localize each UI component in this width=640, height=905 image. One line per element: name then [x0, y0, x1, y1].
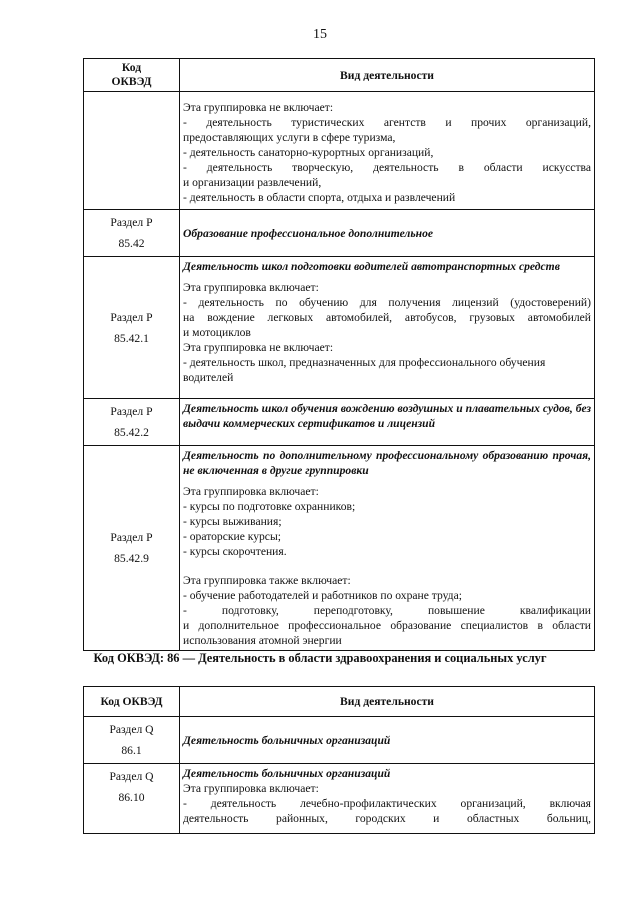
list-item: - ораторские курсы; — [183, 530, 281, 543]
list-item: - курсы выживания; — [183, 515, 282, 528]
activity-cell: Деятельность школ подготовки водителей автотранспортных средств Эта группировка включает: - деятельность по обучению для получения лицензий (удостоверений) на вождение легковых автомобилей, автобусов, грузовых автомобилей и мотоциклов Эта группировка не включает: - деятельность школ, предназначенных для профессионального обучения водителей — [180, 257, 595, 399]
code-cell — [84, 92, 180, 210]
code-column-header: Код ОКВЭД — [84, 687, 180, 717]
table-row — [84, 92, 595, 210]
activity-title: Деятельность школ обучения вождению воздушных и плавательных судов, без выдачи коммерческих сертификатов и лицензий — [183, 402, 591, 430]
activity-cell — [180, 399, 595, 446]
activity-column-header: Вид деятельности — [180, 687, 595, 717]
code-cell: Раздел P 85.42.1 — [84, 257, 180, 399]
activity-cell: Эта группировка не включает: - деятельность туристических агентств и прочих организаций, предоставляющих услуги в сфере туризма, - деятельность санаторно-курортных организаций, - деятельность творческую, деятельность в области искусства и организации развлечений, - деятельность в области спорта, отдыха и развлечений — [180, 92, 595, 210]
okved-table-86 — [83, 686, 595, 834]
code-cell: Раздел P 85.42.9 — [84, 446, 180, 651]
page-number: 15 — [313, 27, 327, 42]
code-cell: Раздел Q 86.10 — [84, 764, 180, 834]
excludes-label: Эта группировка не включает: — [183, 101, 334, 114]
section-heading: Код ОКВЭД: 86 — Деятельность в области здравоохранения и социальных услуг — [93, 651, 547, 665]
excludes-label: Эта группировка не включает: — [183, 341, 334, 354]
includes-label: Эта группировка включает: — [183, 782, 319, 795]
table-row — [84, 257, 595, 399]
also-includes-label: Эта группировка также включает: — [183, 574, 351, 587]
list-item: - курсы по подготовке охранников; — [183, 500, 356, 513]
activity-column-header: Вид деятельности — [180, 59, 595, 92]
table-row — [84, 764, 595, 834]
code-cell: Раздел P 85.42 — [84, 210, 180, 257]
activity-title: Деятельность школ подготовки водителей автотранспортных средств — [183, 260, 560, 273]
activity-cell: Деятельность больничных организаций Эта группировка включает: - деятельность лечебно-профилактических организаций, включая деятельность районных, городских и областных больниц, — [180, 764, 595, 834]
activity-title: Образование профессиональное дополнительное — [183, 226, 434, 240]
table-header-row — [84, 687, 595, 717]
code-cell: Раздел P 85.42.2 — [84, 399, 180, 446]
table-row — [84, 446, 595, 651]
table-row — [84, 717, 595, 764]
activity-cell — [180, 210, 595, 257]
activity-title: Деятельность по дополнительному профессиональному образованию прочая, не включенная в другие группировки — [183, 449, 591, 477]
activity-cell — [180, 717, 595, 764]
table-header-row — [84, 59, 595, 92]
table-row — [84, 210, 595, 257]
code-column-header: Код ОКВЭД — [84, 59, 180, 92]
list-item: - курсы скорочтения. — [183, 545, 287, 558]
includes-label: Эта группировка включает: — [183, 485, 319, 498]
okved-table-85 — [83, 58, 595, 651]
table-row — [84, 399, 595, 446]
includes-label: Эта группировка включает: — [183, 281, 319, 294]
activity-title: Деятельность больничных организаций — [183, 767, 391, 780]
activity-cell: Деятельность по дополнительному профессиональному образованию прочая, не включенная в другие группировки Эта группировка включает: - курсы по подготовке охранников; - курсы выживания; - ораторские курсы; - курсы скорочтения. Эта группировка также включает: - обучение работодателей и работников по охране труда; - подготовку, переподготовку, повышение квалификации и дополнительное профессиональное образование специалистов в области использования атомной энергии — [180, 446, 595, 651]
code-cell: Раздел Q 86.1 — [84, 717, 180, 764]
activity-title: Деятельность больничных организаций — [183, 733, 391, 747]
